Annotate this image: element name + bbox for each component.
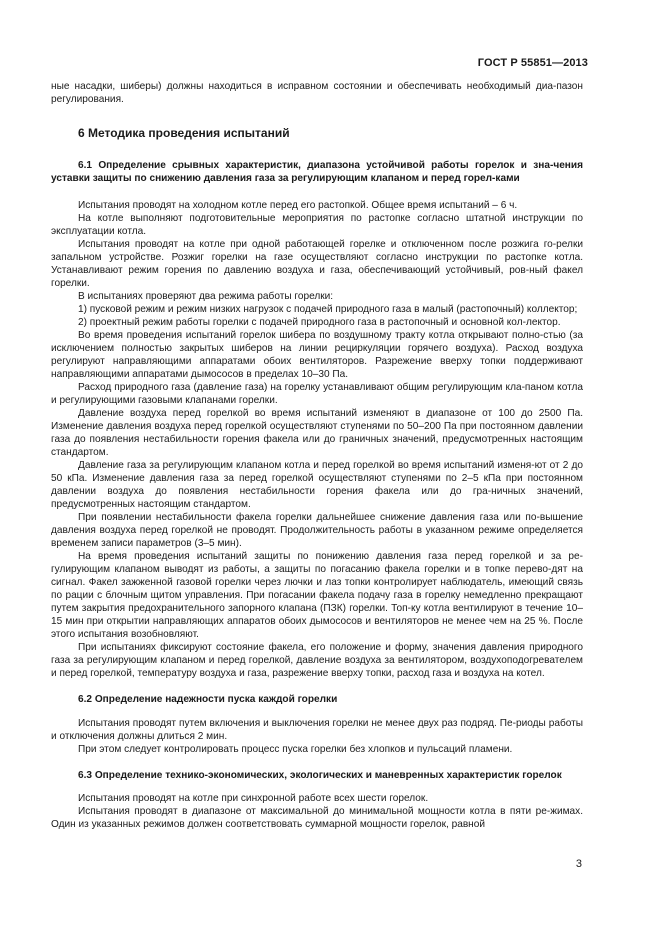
- section-heading: 6 Методика проведения испытаний: [78, 126, 290, 140]
- paragraph: В испытаниях проверяют два режима работы горелки:: [78, 291, 334, 302]
- list-item: 2) проектный режим работы горелки с подачей природного газа в растопочный и основной кол-лектор.: [78, 317, 561, 328]
- subsection-heading: 6.3 Определение технико-экономических, экологических и маневренных характеристик горелок: [78, 770, 562, 781]
- paragraph: Давление газа за регулирующим клапаном котла и перед горелкой во время испытаний изменя-ют от 2 до 50 кПа. Изменение давления газа за перед горелкой осуществляют ступенями по 2–5 кПа при постоянном давлении воздуха до появления нестабильности горения факела или до гра-ничных значений, предусмотренных настоящим стандартом.: [51, 460, 583, 510]
- page-content: [51, 80, 583, 831]
- paragraph: ные насадки, шиберы) должны находиться в исправном состоянии и обеспечивать необходимый диа-пазон регулирования.: [51, 81, 583, 105]
- paragraph: При испытаниях фиксируют состояние факела, его положение и форму, значения давления природного газа за регулирующим клапаном и перед горелкой, давление воздуха за вентилятором, воздухоподогревателем и перед горелкой, температуру воздуха и газа, разрежение вверху топки, расход газа и воздуха на котел.: [51, 642, 583, 679]
- paragraph: При появлении нестабильности факела горелки дальнейшее снижение давления газа или по-вышение давления воздуха перед горелкой не проводят. Продолжительность работы в указанном режиме определяется временем записи параметров (3–5 мин).: [51, 512, 583, 549]
- paragraph: Испытания проводят в диапазоне от максимальной до минимальной мощности котла в пяти ре-жимах. Один из указанных режимов должен соответствовать суммарной мощности горелок, равной: [51, 806, 583, 830]
- paragraph: Во время проведения испытаний горелок шибера по воздушному тракту котла открывают полно-стью (за исключением полностью закрытых шиберов на линии рециркуляции горячего воздуха). Расход воздуха регулируют направляющими аппаратами обоих вентиляторов. Разрежение вверху топки поддерживают направляющими аппаратами дымососов в пределах 10–30 Па.: [51, 330, 583, 380]
- paragraph: Давление воздуха перед горелкой во время испытаний изменяют в диапазоне от 100 до 2500 Па. Изменение давления воздуха перед горелкой осуществляют ступенями по 50–200 Па при постоянном давлении газа до появления нестабильности горения факела или до граничных значений, предусмотренных настоящим стандартом.: [51, 408, 583, 458]
- paragraph: Испытания проводят на котле при одной работающей горелке и отключенном после розжига го-релки запальном устройстве. Розжиг горелки на газе осуществляют согласно инструкции по растопке котла. Устанавливают режим горения по давлению воздуха и газа, обеспечивающий устойчивый, ров-ный факел горелки.: [51, 239, 583, 289]
- paragraph: При этом следует контролировать процесс пуска горелки без хлопков и пульсаций пламени.: [78, 744, 513, 755]
- subsection-heading: 6.1 Определение срывных характеристик, диапазона устойчивой работы горелок и зна-чения уставки защиты по снижению давления газа за регулирующим клапаном и перед горел-ками: [51, 160, 583, 184]
- page-number: 3: [575, 858, 582, 870]
- paragraph: На время проведения испытаний защиты по понижению давления газа перед горелкой и за ре-гулирующим клапаном выводят из работы, а защиты по погасанию факела горелки и в топке перево-дят на сигнал. Факел зажженной газовой горелки через лючки и лаз топки контролирует наблюдатель, имеющий связь по рации с блочным щитом управления. При погасании факела подачу газа в горелку немедленно прекращают путем закрытия предохранительного запорного клапана (ПЗК) горелки. Топ-ку котла вентилируют в течение 10–15 мин при открытии направляющих аппаратов обоих дымососов и вентиляторов не менее чем на 25 %. После этого испытания возобновляют.: [51, 551, 583, 640]
- paragraph: На котле выполняют подготовительные мероприятия по растопке согласно штатной инструкции по эксплуатации котла.: [51, 213, 583, 237]
- paragraph: Расход природного газа (давление газа) на горелку устанавливают общим регулирующим кла-паном котла и регулирующими газовыми клапанами горелки.: [51, 382, 583, 406]
- list-item: 1) пусковой режим и режим низких нагрузок с подачей природного газа в малый (растопочный) коллектор;: [78, 304, 578, 315]
- standard-number: ГОСТ Р 55851—2013: [477, 57, 588, 69]
- paragraph: Испытания проводят путем включения и выключения горелки не менее двух раз подряд. Пе-риоды работы и отключения должны длиться 2 мин.: [51, 718, 583, 742]
- subsection-heading: 6.2 Определение надежности пуска каждой горелки: [78, 694, 338, 705]
- paragraph: Испытания проводят на холодном котле перед его растопкой. Общее время испытаний – 6 ч.: [78, 200, 518, 211]
- paragraph: Испытания проводят на котле при синхронной работе всех шести горелок.: [78, 793, 429, 804]
